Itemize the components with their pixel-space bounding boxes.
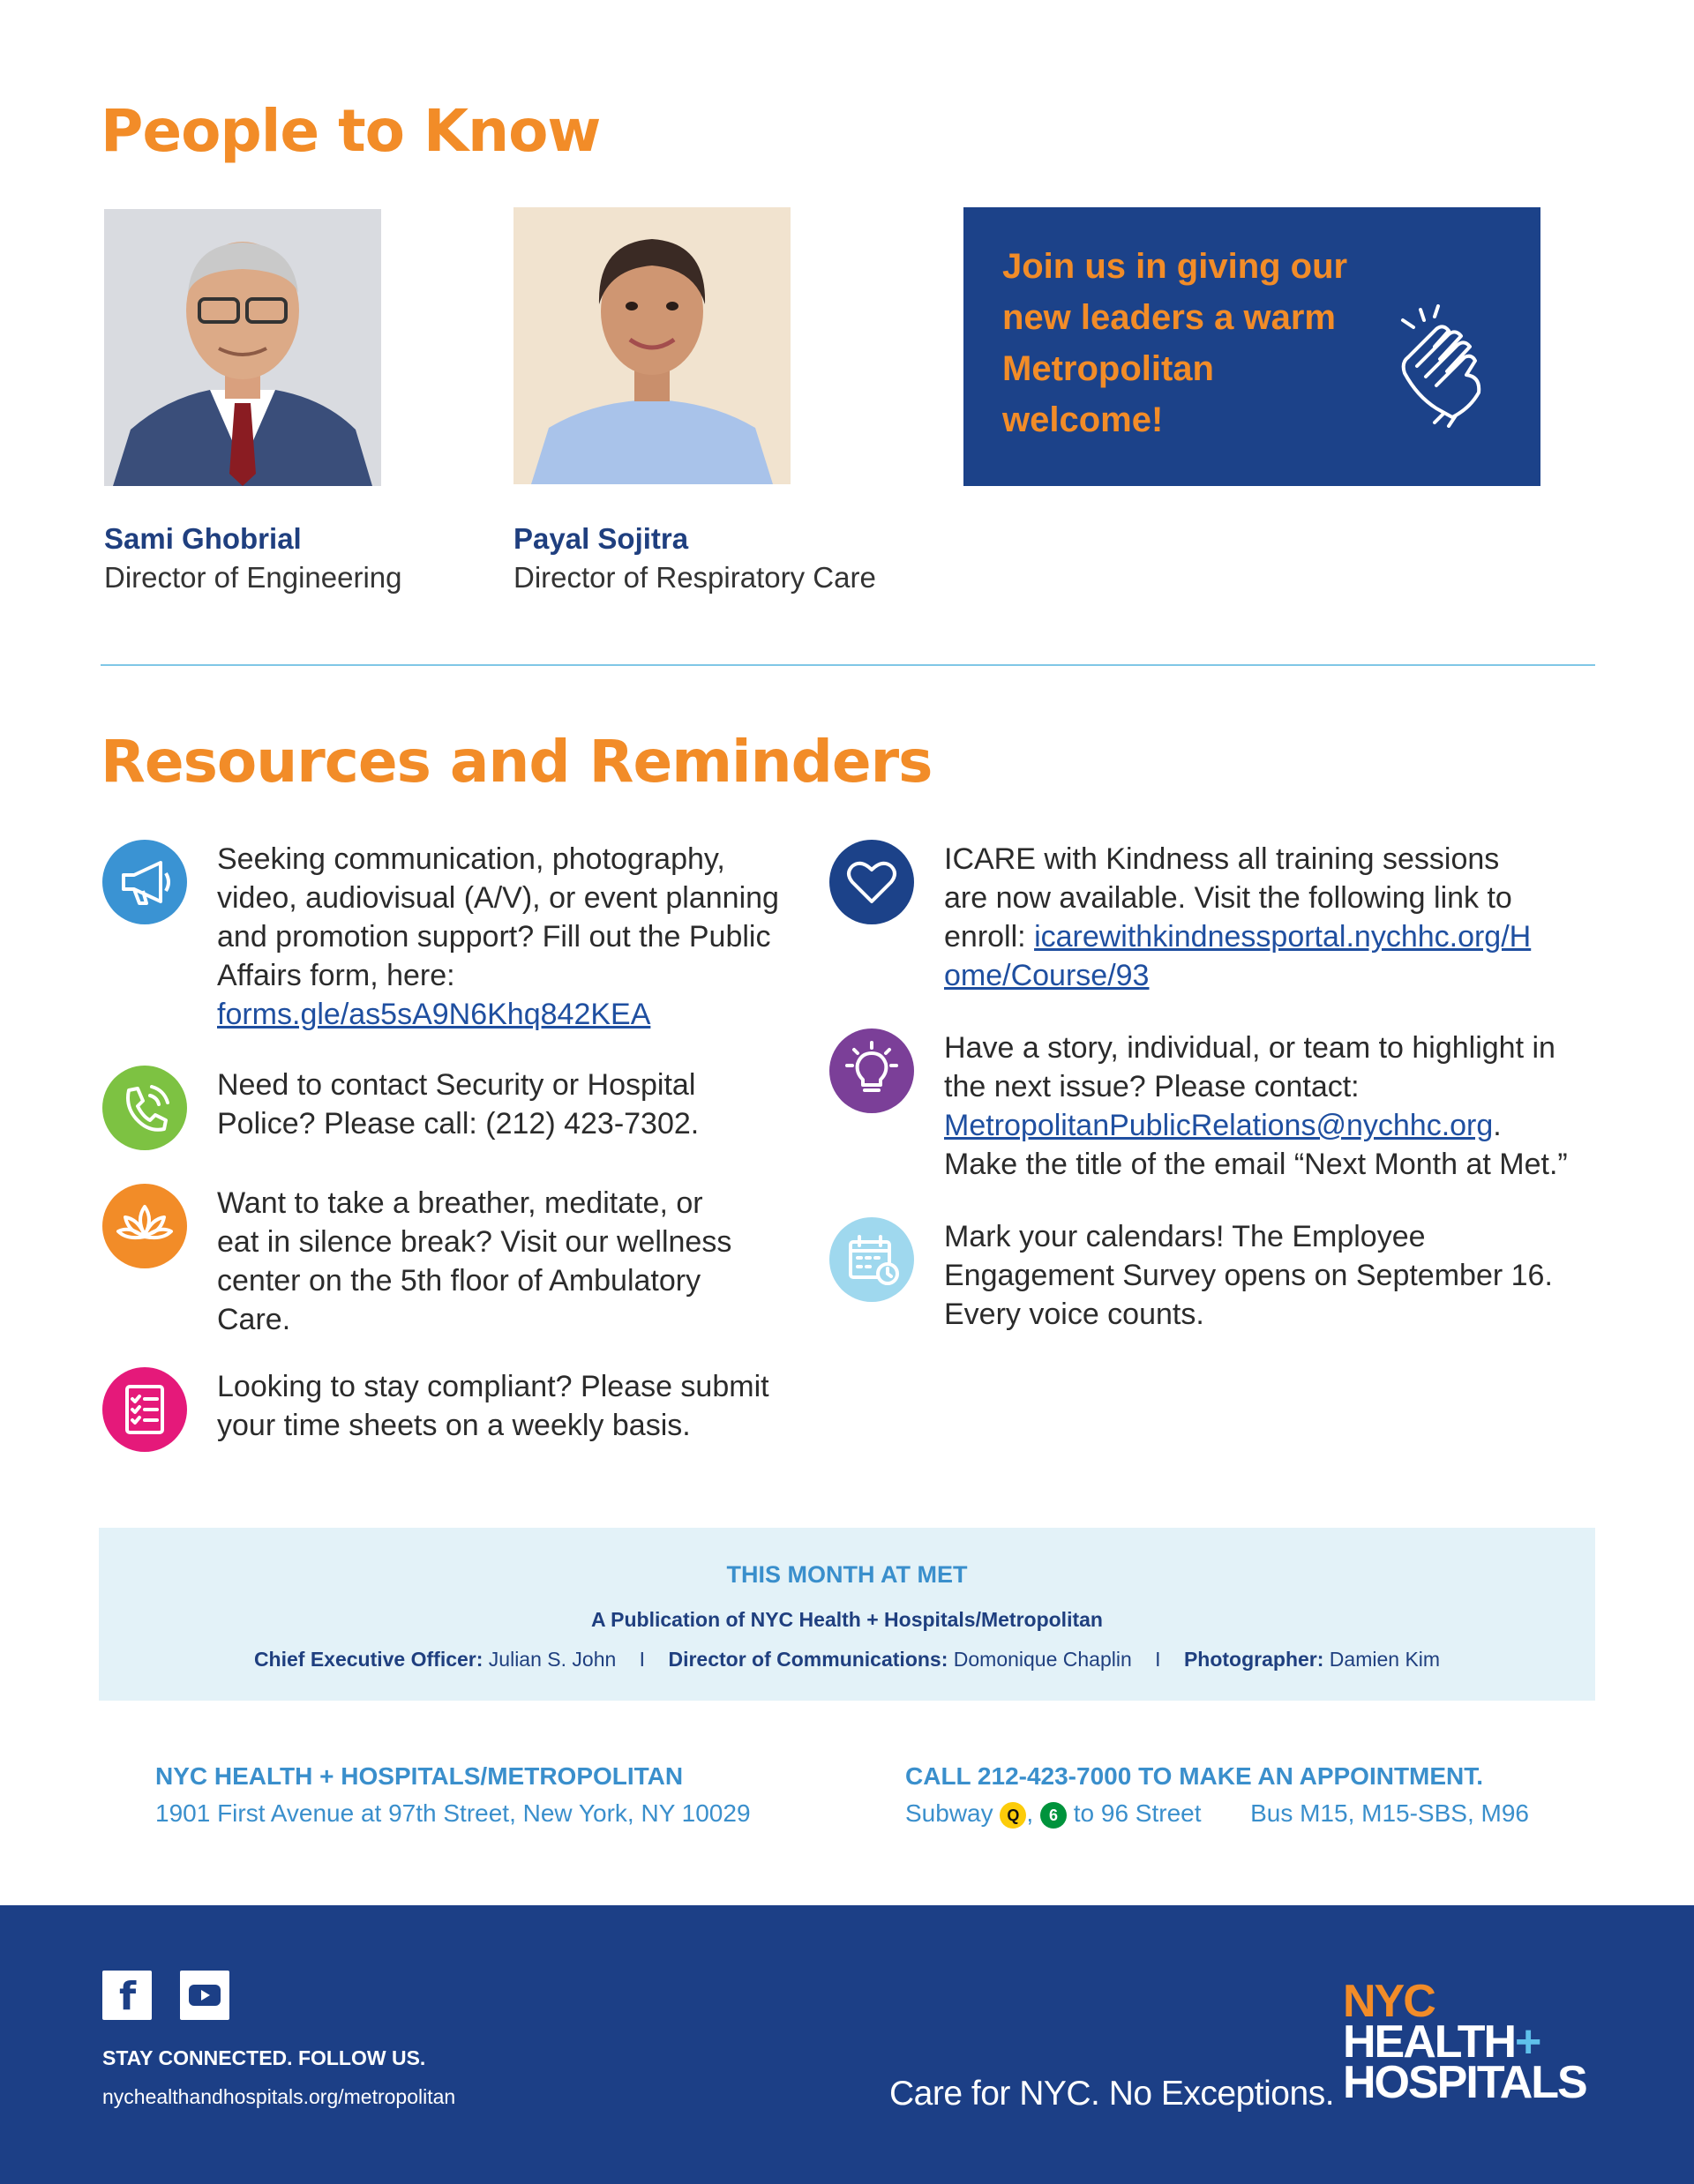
checklist-icon — [102, 1367, 187, 1452]
bus-info: Bus M15, M15-SBS, M96 — [1250, 1799, 1529, 1827]
people-heading: People to Know — [101, 97, 601, 165]
heart-icon — [829, 840, 914, 924]
youtube-icon[interactable] — [180, 1971, 229, 2020]
resource-text-extra: Make the title of the email “Next Month at Met.” — [944, 1148, 1568, 1181]
credit-divider: I — [639, 1648, 646, 1671]
person-name: Payal Sojitra — [513, 522, 689, 555]
photo-sami-ghobrial — [104, 209, 381, 486]
hospital-name: NYC HEALTH + HOSPITALS/METROPOLITAN — [155, 1762, 684, 1790]
public-relations-email-link[interactable]: MetropolitanPublicRelations@nychhc.org — [944, 1109, 1494, 1142]
resource-text: Looking to stay compliant? Please submit your time sheets on a weekly basis. — [217, 1370, 769, 1442]
icare-enroll-link[interactable]: icarewithkindnessportal.nychhc.org/Home/Course/93 — [944, 920, 1532, 992]
photo-payal-sojitra — [513, 207, 791, 484]
appointment-phone[interactable]: CALL 212-423-7000 TO MAKE AN APPOINTMENT. — [905, 1762, 1484, 1790]
resource-item-timesheets — [102, 1367, 826, 1464]
person-name: Sami Ghobrial — [104, 522, 302, 555]
photographer-label: Photographer: — [1183, 1648, 1324, 1671]
logo-hospitals: HOSPITALS — [1343, 2057, 1586, 2108]
person-title: Director of Engineering — [104, 561, 402, 594]
stay-connected-text: STAY CONNECTED. FOLLOW US. — [102, 2046, 426, 2069]
resource-item-story: Have a story, individual, or team to highlight in the next issue? Please contact: MetropolitanPublicRelations@nychhc.org. Make the title of the email “Next Month at Met.” — [829, 1028, 1606, 1187]
resource-text: ICARE with Kindness all training sessions are now available. Visit the following link to enroll: — [944, 842, 1512, 954]
subway-stop: to 96 Street — [1073, 1799, 1202, 1827]
welcome-message: Join us in giving our new leaders a warm Metropolitan welcome! — [1002, 247, 1348, 439]
resource-text: Need to contact Security or Hospital Police? Please call: (212) 423-7302. — [217, 1068, 700, 1141]
tagline: Care for NYC. No Exceptions. — [889, 2075, 1335, 2113]
photographer-name: Damien Kim — [1329, 1648, 1441, 1671]
publication-subtitle: A Publication of NYC Health + Hospitals/Metropolitan — [591, 1608, 1103, 1631]
comms-label: Director of Communications: — [668, 1648, 948, 1671]
publication-title: THIS MONTH AT MET — [726, 1561, 968, 1588]
lotus-icon — [102, 1184, 187, 1268]
logo-nyc: NYC — [1343, 1976, 1435, 2027]
phone-icon — [102, 1066, 187, 1150]
person-title: Director of Respiratory Care — [513, 561, 876, 594]
subway-6-badge: 6 — [1040, 1802, 1067, 1829]
hospital-address: 1901 First Avenue at 97th Street, New York, NY 10029 — [155, 1799, 751, 1827]
publication-info — [99, 1528, 1595, 1701]
ceo-name: Julian S. John — [488, 1648, 617, 1671]
lightbulb-icon — [829, 1028, 914, 1113]
logo-plus: + — [1515, 2016, 1540, 2068]
resource-item-survey — [829, 1217, 1606, 1341]
facebook-glyph: f — [119, 1974, 137, 2019]
welcome-banner — [963, 207, 1540, 486]
clapping-hands-icon — [1382, 304, 1505, 428]
public-affairs-form-link[interactable]: forms.gle/as5sA9N6Khq842KEA — [217, 998, 651, 1031]
facebook-icon[interactable] — [102, 1971, 152, 2020]
resource-item-public-affairs — [102, 840, 808, 1043]
subway-label: Subway — [905, 1799, 993, 1827]
resource-item-icare — [829, 840, 1597, 999]
megaphone-icon — [102, 840, 187, 924]
publication-credits — [99, 1648, 1595, 1672]
resource-text: Want to take a breather, meditate, or eat in silence break? Visit our wellness center on the 5th floor of Ambulatory Care. — [217, 1186, 732, 1336]
resource-item-security — [102, 1066, 808, 1163]
nyc-health-hospitals-logo — [1343, 1976, 1608, 2108]
resource-item-wellness — [102, 1184, 808, 1343]
footer — [0, 1905, 1694, 2184]
transit-info: Subway Q , 6 to 96 Street Bus M15, M15-SBS, M96 — [905, 1799, 1529, 1827]
comms-name: Domonique Chaplin — [953, 1648, 1132, 1671]
resource-text: Seeking communication, photography, video, audiovisual (A/V), or event planning and promotion support? Fill out the Public Affairs form, here: — [217, 842, 779, 992]
subway-q-badge: Q — [1000, 1802, 1026, 1829]
resource-text: Mark your calendars! The Employee Engagement Survey opens on September 16. Every voice counts. — [944, 1220, 1553, 1331]
credit-divider: I — [1155, 1648, 1161, 1671]
logo-health: HEALTH — [1343, 2016, 1516, 2068]
resource-text: Have a story, individual, or team to highlight in the next issue? Please contact: — [944, 1031, 1555, 1103]
calendar-icon — [829, 1217, 914, 1302]
ceo-label: Chief Executive Officer: — [253, 1648, 483, 1671]
resources-heading: Resources and Reminders — [101, 728, 933, 796]
section-divider — [101, 664, 1595, 666]
website-link[interactable]: nychealthandhospitals.org/metropolitan — [102, 2085, 456, 2108]
